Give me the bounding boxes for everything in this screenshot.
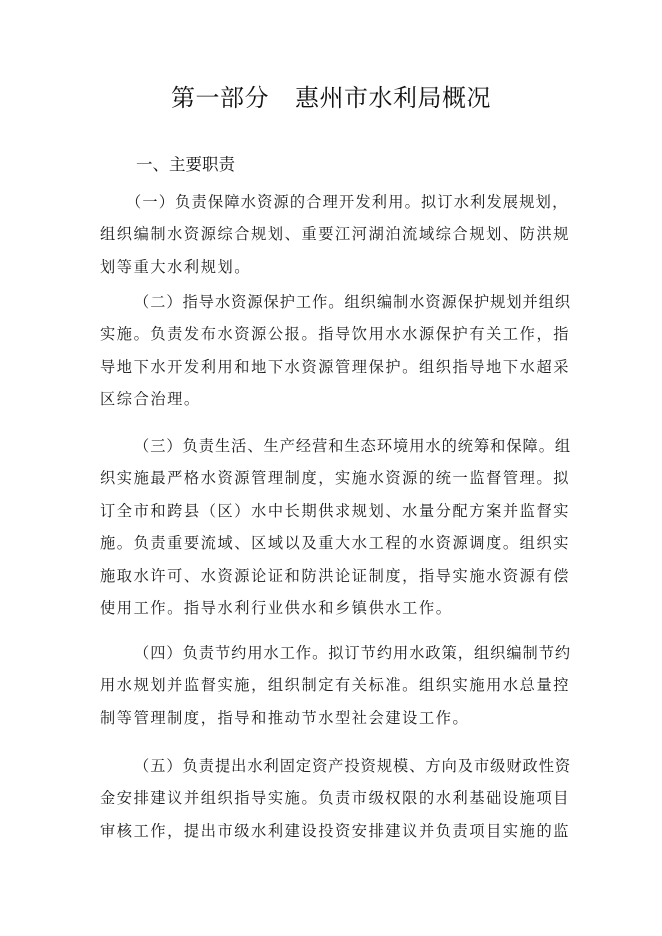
paragraph-line: （二）指导水资源保护工作。组织编制水资源保护规划并组织 <box>134 293 572 311</box>
paragraph-line: （五）负责提出水利固定资产投资规模、方向及市级财政性资 <box>134 757 572 775</box>
title-part-label: 第一部分 <box>171 84 269 112</box>
paragraph-line: （四）负责节约用水工作。拟订节约用水政策，组织编制节约 <box>134 644 572 662</box>
paragraph-line: （一）负责保障水资源的合理开发利用。拟订水利发展规划， <box>126 193 569 211</box>
paragraph-1 <box>100 186 571 283</box>
paragraph-line: 导地下水开发利用和地下水资源管理保护。组织指导地下水超采 <box>100 357 571 376</box>
paragraph-line: （三）负责生活、生产经营和生态环境用水的统筹和保障。组 <box>134 437 572 455</box>
section-heading-main-duties: 一、主要职责 <box>136 155 235 174</box>
paragraph-4 <box>100 637 572 734</box>
paragraph-3 <box>100 430 572 624</box>
paragraph-line: 用水规划并监督实施，组织制定有关标准。组织实施用水总量控 <box>100 676 571 695</box>
paragraph-line: 制等管理制度，指导和推动节水型社会建设工作。 <box>100 708 470 727</box>
paragraph-5 <box>100 750 572 847</box>
paragraph-line: 订全市和跨县（区）水中长期供求规划、水量分配方案并监督实 <box>100 501 571 520</box>
paragraph-line: 划等重大水利规划。 <box>100 257 252 276</box>
paragraph-line: 审核工作，提出市级水利建设投资安排建议并负责项目实施的监 <box>100 821 571 840</box>
paragraph-line: 施取水许可、水资源论证和防洪论证制度，指导实施水资源有偿 <box>100 566 571 585</box>
paragraph-line: 金安排建议并组织指导实施。负责市级权限的水利基础设施项目 <box>100 789 571 808</box>
paragraph-line: 织实施最严格水资源管理制度，实施水资源的统一监督管理。拟 <box>100 469 571 488</box>
paragraph-line: 使用工作。指导水利行业供水和乡镇供水工作。 <box>100 599 453 618</box>
page-title <box>0 82 662 114</box>
paragraph-line: 施。负责重要流域、区域以及重大水工程的水资源调度。组织实 <box>100 534 571 553</box>
paragraph-line: 区综合治理。 <box>100 390 201 409</box>
paragraph-line: 组织编制水资源综合规划、重要江河湖泊流域综合规划、防洪规 <box>100 225 571 244</box>
title-org-name: 惠州市水利局概况 <box>295 84 491 112</box>
paragraph-line: 实施。负责发布水资源公报。指导饮用水水源保护有关工作，指 <box>100 325 571 344</box>
paragraph-2 <box>100 286 572 416</box>
